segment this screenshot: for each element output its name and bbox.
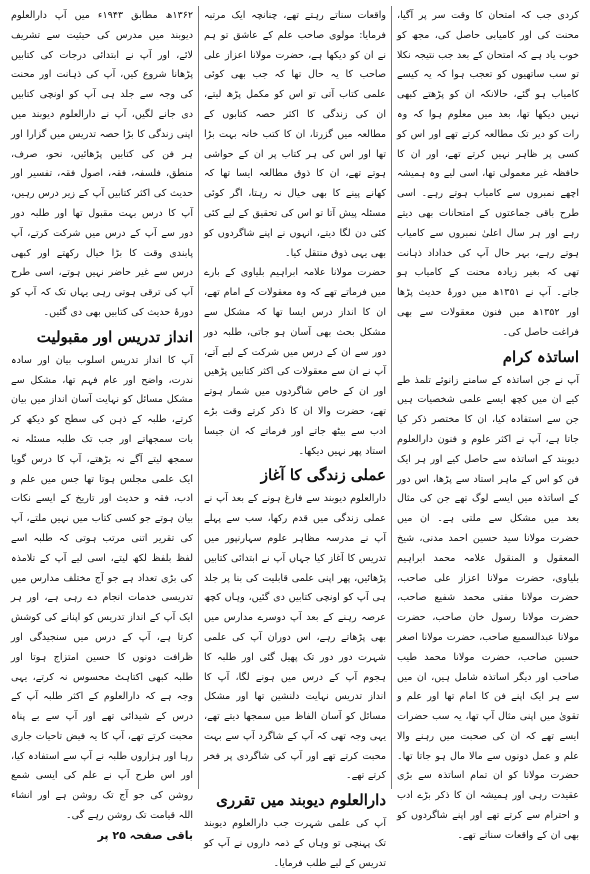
column-middle [199, 6, 392, 869]
column-1-paragraph-1: کردی جب کہ امتحان کا وقت سر پر آگیا، محنت کی اور کامیابی حاصل کی، مجھ کو خوب یاد ہے کہ امتحان کے بعد جب نتیجہ نکلا تو سب ساتھیوں کو تعجب ہوا کہ یہ کیسے کامیاب ہو گئے، حالانکہ ان کو پڑھتے کبھی نہیں دیکھا تھا، بعد میں معلوم ہوا کہ وہ رات کو دیر تک مطالعہ کرتے تھے اور اس کو کسی پر ظاہر نہیں کرتے تھے، اور ان کا حافظہ غیر معمولی تھا، اسی لیے وہ ہمیشہ اچھے نمبروں سے کامیاب ہوتے رہے۔ اسی طرح باقی جماعتوں کے امتحانات بھی دیتے رہے اور ہر سال اعلیٰ نمبروں سے کامیاب ہوتے رہے، بہر حال آپ کی خداداد ذہانت تھی کہ بغیر زیادہ محنت کے کامیاب ہو جاتے۔ آپ نے ۱۳۵۱ھ میں دورۂ حدیث پڑھا اور ۱۳۵۲ھ میں فنون معقولات سے بھی فراغت حاصل کی۔ [397, 10, 579, 338]
column-2-paragraph-3: دارالعلوم دیوبند سے فارغ ہونے کے بعد آپ نے عملی زندگی میں قدم رکھا، سب سے پہلے آپ نے مدرسہ مظاہر علوم سہارنپور میں تدریس کا آغاز کیا جہاں آپ نے ابتدائی کتابیں پڑھائیں، پھر اپنی علمی قابلیت کی بنا پر جلد ہی آپ کو اونچی کتابیں دی گئیں، وہاں کچھ عرصہ رہنے کے بعد آپ دوسرے مدارس میں بھی پڑھاتے رہے، اس دوران آپ کی علمی شہرت دور دور تک پھیل گئی اور طلبہ کا ہجوم آپ کے درس میں ہونے لگا، آپ کا انداز تدریس نہایت دلنشین تھا اور مشکل مسائل کو آسان الفاظ میں سمجھا دیتے تھے، یہی وجہ تھی کہ آپ کے شاگرد آپ سے بہت محبت کرتے تھے اور آپ کی شاگردی پر فخر کرتے تھے۔ [204, 493, 386, 782]
column-2-paragraph-2: حضرت مولانا علامہ ابراہیم بلیاوی کے بارے میں فرماتے تھے کہ وہ معقولات کے امام تھے، ان کا انداز درس ایسا تھا کہ مشکل سے مشکل بحث بھی آسان ہو جاتی، طلبہ دور دور سے ان کے درس میں شرکت کے لیے آتے، آپ نے ان سے معقولات کی اکثر کتابیں پڑھیں اور ان کے خاص شاگردوں میں شمار ہوتے تھے، حضرت والا ان کا ذکر کرتے وقت بڑے ادب سے بیٹھ جاتے اور فرماتے کہ ان جیسا استاد پھر نہیں دیکھا۔ [204, 267, 386, 457]
column-right [392, 6, 584, 841]
column-2-heading-taqarruri: دارالعلوم دیوبند میں تقرری [216, 791, 386, 810]
column-3-paragraph-1: ۱۳۶۲ھ مطابق ۱۹۴۳ء میں آپ دارالعلوم دیوبند میں مدرس کی حیثیت سے تشریف لائے، اور آپ نے ابتدائی درجات کی کتابیں پڑھانا شروع کیں، آپ کی ذہانت اور محنت کی وجہ سے جلد ہی آپ کو اونچی کتابیں دی جانے لگیں، آپ نے دارالعلوم دیوبند میں اپنی زندگی کا بڑا حصہ تدریس میں گزارا اور ہر فن کی کتابیں پڑھائیں، نحو، صرف، منطق، فلسفہ، فقہ، اصول فقہ، تفسیر اور حدیث کی اکثر کتابیں آپ کے زیر درس رہیں، آپ کا درس بہت مقبول تھا اور طلبہ دور دور سے آپ کے درس میں شرکت کرتے، آپ پابندی وقت کا بڑا خیال رکھتے اور کبھی درس سے غیر حاضر نہیں ہوتے، اسی طرح آپ کی ترقی ہوتی رہی یہاں تک کہ آپ کو دورۂ حدیث کی کتابیں بھی دی گئیں۔ [11, 10, 194, 318]
column-2-heading-amali-zindagi: عملی زندگی کا آغاز [260, 466, 386, 485]
continued-on-page-note: باقی صفحہ ۲۵ پر [97, 828, 193, 842]
column-2-paragraph-4: آپ کی علمی شہرت جب دارالعلوم دیوبند تک پہنچی تو وہاں کے ذمہ داروں نے آپ کو تدریس کے لیے طلب فرمایا۔ [204, 818, 386, 869]
column-1-heading-asatiza: اساتذہ کرام [502, 347, 579, 366]
column-3-paragraph-2: آپ کا انداز تدریس اسلوب بیان اور سادہ ندرت، واضح اور عام فہم تھا، مشکل سے مشکل مسائل کو نہایت آسان انداز میں بیان کرتے، طلبہ کے ذہن کی سطح کو دیکھ کر بات سمجھاتے اور جب تک طلبہ مسئلہ نہ سمجھ لیتے آگے نہ بڑھتے، آپ کا درس گویا ایک علمی مجلس ہوتا تھا جس میں علم و ادب، فقہ و حدیث اور تاریخ کے ایسے نکات بیان ہوتے جو کسی کتاب میں نہیں ملتے، آپ کی تقریر اتنی مرتب ہوتی کہ طلبہ اسے لفظ بلفظ لکھ لیتے، اسی لیے آپ کے تلامذہ کی بڑی تعداد ہے جو آج مختلف مدارس میں تدریسی خدمات انجام دے رہی ہے، اور ہر ایک آپ کے انداز تدریس کو اپنانے کی کوشش کرتا ہے، آپ کے درس میں سنجیدگی اور ظرافت دونوں کا حسین امتزاج ہوتا اور طلبہ کبھی اکتاہٹ محسوس نہ کرتے، یہی وجہ ہے کہ دارالعلوم کے اکثر طلبہ آپ کے درس کے شیدائی تھے اور آپ سے بے پناہ محبت کرتے تھے، آپ کا یہ فیض تاحیات جاری رہا اور ہزاروں طلبہ نے آپ سے استفادہ کیا، اور اس طرح آپ نے علم کی ایسی شمع روشن کی جو آج تک روشن ہے اور انشاء اللہ قیامت تک روشن رہے گی۔ [11, 354, 193, 822]
column-3-heading-andaz-tadrees: انداز تدریس اور مقبولیت [36, 327, 193, 346]
column-left [6, 6, 199, 842]
column-2-paragraph-1: واقعات سناتے رہتے تھے، چنانچہ ایک مرتبہ فرمایا: مولوی صاحب علم کے عاشق تو ہم نے ان کو دیکھا ہے، حضرت مولانا اعزاز علی صاحب کا یہ حال تھا کہ جب بھی کوئی علمی کتاب آتی تو اس کو مکمل پڑھ لیتے، ان کی زندگی کا اکثر حصہ کتابوں کے مطالعہ میں گزرتا، ان کا کتب خانہ بہت بڑا تھا اور اس کی ہر کتاب پر ان کے حواشی ہوتے تھے، ان کا ذوق مطالعہ ایسا تھا کہ کھانے پینے کا بھی خیال نہ رہتا، اگر کوئی مسئلہ پیش آتا تو اس کی تحقیق کے لیے کئی کئی دن لگا دیتے، انہوں نے اپنے شاگردوں کو بھی یہی ذوق منتقل کیا۔ [204, 10, 386, 259]
column-1-paragraph-2: آپ نے جن اساتذہ کے سامنے زانوئے تلمذ طے کیے ان میں کچھ ایسے علمی شخصیات ہیں جن سے استفادہ کیا، ان کا مختصر ذکر کیا جاتا ہے، آپ نے اکثر علوم و فنون دارالعلوم دیوبند کے اساتذہ سے حاصل کیے اور ہر ایک فن کو اس کے ماہر استاد سے پڑھا، اس دور کے اساتذہ میں ایسے لوگ تھے جن کی مثال بعد میں مشکل سے ملتی ہے۔ ان میں حضرت مولانا سید حسین احمد مدنی، شیخ المعقول و المنقول علامہ محمد ابراہیم بلیاوی، حضرت مولانا اعزاز علی صاحب، حضرت مولانا مفتی محمد شفیع صاحب، حضرت مولانا رسول خان صاحب، حضرت مولانا عبدالسمیع صاحب، حضرت مولانا اصغر حسین صاحب، حضرت مولانا محمد طیب صاحب اور دیگر اساتذہ شامل ہیں، ان میں سے ہر ایک اپنے فن کا امام تھا اور علم و تقویٰ میں اپنی مثال آپ تھا، یہ سب حضرات ایسے تھے کہ ان کی صحبت میں رہنے والا علم و عمل دونوں سے مالا مال ہو جاتا تھا۔ حضرت مولانا کو ان تمام اساتذہ سے بڑی عقیدت رہی اور ہمیشہ ان کا ذکر بڑے ادب و احترام سے کرتے تھے اور اپنے شاگردوں کو بھی ان کے واقعات سناتے تھے۔ [397, 374, 579, 841]
